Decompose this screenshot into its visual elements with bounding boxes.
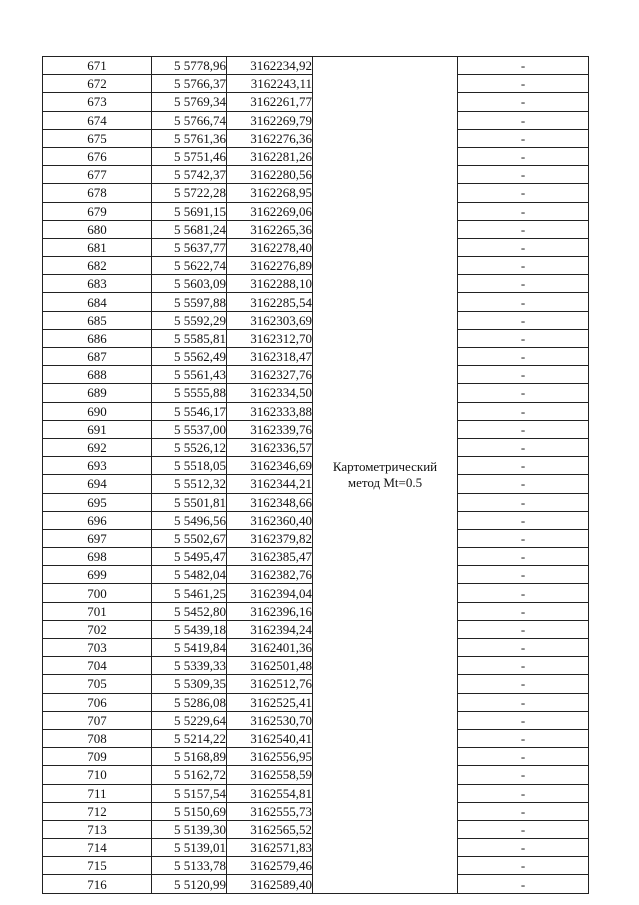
point-number-cell: 672	[43, 75, 152, 93]
description-cell: -	[458, 784, 589, 802]
y-coordinate-cell: 3162530,70	[227, 711, 313, 729]
x-coordinate-cell: 5 5150,69	[152, 802, 227, 820]
x-coordinate-cell: 5 5722,28	[152, 184, 227, 202]
x-coordinate-cell: 5 5439,18	[152, 620, 227, 638]
x-coordinate-cell: 5 5133,78	[152, 857, 227, 875]
x-coordinate-cell: 5 5162,72	[152, 766, 227, 784]
description-cell: -	[458, 566, 589, 584]
point-number-cell: 716	[43, 875, 152, 893]
x-coordinate-cell: 5 5482,04	[152, 566, 227, 584]
description-cell: -	[458, 348, 589, 366]
x-coordinate-cell: 5 5526,12	[152, 438, 227, 456]
point-number-cell: 702	[43, 620, 152, 638]
point-number-cell: 712	[43, 802, 152, 820]
point-number-cell: 678	[43, 184, 152, 202]
point-number-cell: 676	[43, 147, 152, 165]
point-number-cell: 671	[43, 57, 152, 75]
description-cell: -	[458, 639, 589, 657]
x-coordinate-cell: 5 5309,35	[152, 675, 227, 693]
point-number-cell: 710	[43, 766, 152, 784]
x-coordinate-cell: 5 5769,34	[152, 93, 227, 111]
table-row	[43, 57, 589, 75]
point-number-cell: 680	[43, 220, 152, 238]
x-coordinate-cell: 5 5502,67	[152, 529, 227, 547]
description-cell: -	[458, 511, 589, 529]
point-number-cell: 703	[43, 639, 152, 657]
point-number-cell: 679	[43, 202, 152, 220]
description-cell: -	[458, 275, 589, 293]
y-coordinate-cell: 3162379,82	[227, 529, 313, 547]
y-coordinate-cell: 3162382,76	[227, 566, 313, 584]
description-cell: -	[458, 420, 589, 438]
y-coordinate-cell: 3162565,52	[227, 820, 313, 838]
y-coordinate-cell: 3162303,69	[227, 311, 313, 329]
description-cell: -	[458, 766, 589, 784]
point-number-cell: 686	[43, 329, 152, 347]
x-coordinate-cell: 5 5537,00	[152, 420, 227, 438]
y-coordinate-cell: 3162540,41	[227, 729, 313, 747]
point-number-cell: 693	[43, 457, 152, 475]
point-number-cell: 684	[43, 293, 152, 311]
point-number-cell: 695	[43, 493, 152, 511]
description-cell: -	[458, 202, 589, 220]
y-coordinate-cell: 3162234,92	[227, 57, 313, 75]
point-number-cell: 688	[43, 366, 152, 384]
point-number-cell: 696	[43, 511, 152, 529]
x-coordinate-cell: 5 5419,84	[152, 639, 227, 657]
description-cell: -	[458, 729, 589, 747]
y-coordinate-cell: 3162334,50	[227, 384, 313, 402]
point-number-cell: 699	[43, 566, 152, 584]
description-cell: -	[458, 711, 589, 729]
x-coordinate-cell: 5 5597,88	[152, 293, 227, 311]
x-coordinate-cell: 5 5229,64	[152, 711, 227, 729]
x-coordinate-cell: 5 5637,77	[152, 238, 227, 256]
y-coordinate-cell: 3162276,89	[227, 257, 313, 275]
description-cell: -	[458, 184, 589, 202]
x-coordinate-cell: 5 5546,17	[152, 402, 227, 420]
point-number-cell: 677	[43, 166, 152, 184]
description-cell: -	[458, 620, 589, 638]
point-number-cell: 713	[43, 820, 152, 838]
x-coordinate-cell: 5 5592,29	[152, 311, 227, 329]
y-coordinate-cell: 3162558,59	[227, 766, 313, 784]
method-cell	[313, 57, 458, 894]
y-coordinate-cell: 3162525,41	[227, 693, 313, 711]
description-cell: -	[458, 475, 589, 493]
y-coordinate-cell: 3162261,77	[227, 93, 313, 111]
x-coordinate-cell: 5 5622,74	[152, 257, 227, 275]
x-coordinate-cell: 5 5120,99	[152, 875, 227, 893]
x-coordinate-cell: 5 5561,43	[152, 366, 227, 384]
y-coordinate-cell: 3162285,54	[227, 293, 313, 311]
description-cell: -	[458, 93, 589, 111]
x-coordinate-cell: 5 5157,54	[152, 784, 227, 802]
description-cell: -	[458, 111, 589, 129]
description-cell: -	[458, 748, 589, 766]
x-coordinate-cell: 5 5766,37	[152, 75, 227, 93]
description-cell: -	[458, 529, 589, 547]
description-cell: -	[458, 584, 589, 602]
x-coordinate-cell: 5 5512,32	[152, 475, 227, 493]
point-number-cell: 692	[43, 438, 152, 456]
y-coordinate-cell: 3162333,88	[227, 402, 313, 420]
point-number-cell: 707	[43, 711, 152, 729]
point-number-cell: 709	[43, 748, 152, 766]
description-cell: -	[458, 57, 589, 75]
y-coordinate-cell: 3162269,06	[227, 202, 313, 220]
point-number-cell: 682	[43, 257, 152, 275]
point-number-cell: 685	[43, 311, 152, 329]
point-number-cell: 675	[43, 129, 152, 147]
y-coordinate-cell: 3162336,57	[227, 438, 313, 456]
y-coordinate-cell: 3162281,26	[227, 147, 313, 165]
description-cell: -	[458, 802, 589, 820]
y-coordinate-cell: 3162571,83	[227, 839, 313, 857]
description-cell: -	[458, 257, 589, 275]
description-cell: -	[458, 329, 589, 347]
point-number-cell: 674	[43, 111, 152, 129]
method-accuracy: метод Mt=0.5	[347, 474, 423, 490]
point-number-cell: 697	[43, 529, 152, 547]
description-cell: -	[458, 311, 589, 329]
y-coordinate-cell: 3162318,47	[227, 348, 313, 366]
y-coordinate-cell: 3162396,16	[227, 602, 313, 620]
y-coordinate-cell: 3162554,81	[227, 784, 313, 802]
description-cell: -	[458, 366, 589, 384]
point-number-cell: 715	[43, 857, 152, 875]
x-coordinate-cell: 5 5603,09	[152, 275, 227, 293]
y-coordinate-cell: 3162268,95	[227, 184, 313, 202]
description-cell: -	[458, 657, 589, 675]
description-cell: -	[458, 438, 589, 456]
method-name: Картометрический	[332, 458, 438, 474]
description-cell: -	[458, 839, 589, 857]
y-coordinate-cell: 3162344,21	[227, 475, 313, 493]
x-coordinate-cell: 5 5691,15	[152, 202, 227, 220]
point-number-cell: 700	[43, 584, 152, 602]
x-coordinate-cell: 5 5168,89	[152, 748, 227, 766]
x-coordinate-cell: 5 5501,81	[152, 493, 227, 511]
description-cell: -	[458, 875, 589, 893]
point-number-cell: 698	[43, 548, 152, 566]
point-number-cell: 681	[43, 238, 152, 256]
x-coordinate-cell: 5 5461,25	[152, 584, 227, 602]
point-number-cell: 708	[43, 729, 152, 747]
x-coordinate-cell: 5 5495,47	[152, 548, 227, 566]
point-number-cell: 691	[43, 420, 152, 438]
x-coordinate-cell: 5 5761,36	[152, 129, 227, 147]
y-coordinate-cell: 3162346,69	[227, 457, 313, 475]
description-cell: -	[458, 293, 589, 311]
description-cell: -	[458, 548, 589, 566]
point-number-cell: 683	[43, 275, 152, 293]
description-cell: -	[458, 147, 589, 165]
x-coordinate-cell: 5 5562,49	[152, 348, 227, 366]
y-coordinate-cell: 3162360,40	[227, 511, 313, 529]
point-number-cell: 706	[43, 693, 152, 711]
x-coordinate-cell: 5 5766,74	[152, 111, 227, 129]
point-number-cell: 705	[43, 675, 152, 693]
x-coordinate-cell: 5 5555,88	[152, 384, 227, 402]
description-cell: -	[458, 693, 589, 711]
description-cell: -	[458, 238, 589, 256]
x-coordinate-cell: 5 5751,46	[152, 147, 227, 165]
y-coordinate-cell: 3162312,70	[227, 329, 313, 347]
y-coordinate-cell: 3162385,47	[227, 548, 313, 566]
description-cell: -	[458, 384, 589, 402]
x-coordinate-cell: 5 5681,24	[152, 220, 227, 238]
y-coordinate-cell: 3162243,11	[227, 75, 313, 93]
coordinates-table-body	[43, 57, 589, 894]
y-coordinate-cell: 3162269,79	[227, 111, 313, 129]
point-number-cell: 673	[43, 93, 152, 111]
x-coordinate-cell: 5 5742,37	[152, 166, 227, 184]
y-coordinate-cell: 3162394,04	[227, 584, 313, 602]
description-cell: -	[458, 493, 589, 511]
x-coordinate-cell: 5 5139,30	[152, 820, 227, 838]
x-coordinate-cell: 5 5585,81	[152, 329, 227, 347]
point-number-cell: 689	[43, 384, 152, 402]
coordinates-table	[42, 56, 589, 894]
description-cell: -	[458, 675, 589, 693]
y-coordinate-cell: 3162288,10	[227, 275, 313, 293]
x-coordinate-cell: 5 5139,01	[152, 839, 227, 857]
point-number-cell: 687	[43, 348, 152, 366]
x-coordinate-cell: 5 5496,56	[152, 511, 227, 529]
y-coordinate-cell: 3162280,56	[227, 166, 313, 184]
x-coordinate-cell: 5 5286,08	[152, 693, 227, 711]
x-coordinate-cell: 5 5339,33	[152, 657, 227, 675]
y-coordinate-cell: 3162556,95	[227, 748, 313, 766]
description-cell: -	[458, 457, 589, 475]
x-coordinate-cell: 5 5518,05	[152, 457, 227, 475]
y-coordinate-cell: 3162579,46	[227, 857, 313, 875]
y-coordinate-cell: 3162278,40	[227, 238, 313, 256]
description-cell: -	[458, 820, 589, 838]
x-coordinate-cell: 5 5778,96	[152, 57, 227, 75]
description-cell: -	[458, 857, 589, 875]
y-coordinate-cell: 3162394,24	[227, 620, 313, 638]
y-coordinate-cell: 3162512,76	[227, 675, 313, 693]
point-number-cell: 690	[43, 402, 152, 420]
y-coordinate-cell: 3162555,73	[227, 802, 313, 820]
description-cell: -	[458, 602, 589, 620]
y-coordinate-cell: 3162327,76	[227, 366, 313, 384]
y-coordinate-cell: 3162501,48	[227, 657, 313, 675]
description-cell: -	[458, 402, 589, 420]
y-coordinate-cell: 3162401,36	[227, 639, 313, 657]
description-cell: -	[458, 75, 589, 93]
y-coordinate-cell: 3162265,36	[227, 220, 313, 238]
y-coordinate-cell: 3162276,36	[227, 129, 313, 147]
description-cell: -	[458, 129, 589, 147]
y-coordinate-cell: 3162339,76	[227, 420, 313, 438]
y-coordinate-cell: 3162348,66	[227, 493, 313, 511]
y-coordinate-cell: 3162589,40	[227, 875, 313, 893]
point-number-cell: 711	[43, 784, 152, 802]
point-number-cell: 701	[43, 602, 152, 620]
point-number-cell: 714	[43, 839, 152, 857]
x-coordinate-cell: 5 5452,80	[152, 602, 227, 620]
description-cell: -	[458, 166, 589, 184]
x-coordinate-cell: 5 5214,22	[152, 729, 227, 747]
point-number-cell: 694	[43, 475, 152, 493]
description-cell: -	[458, 220, 589, 238]
point-number-cell: 704	[43, 657, 152, 675]
